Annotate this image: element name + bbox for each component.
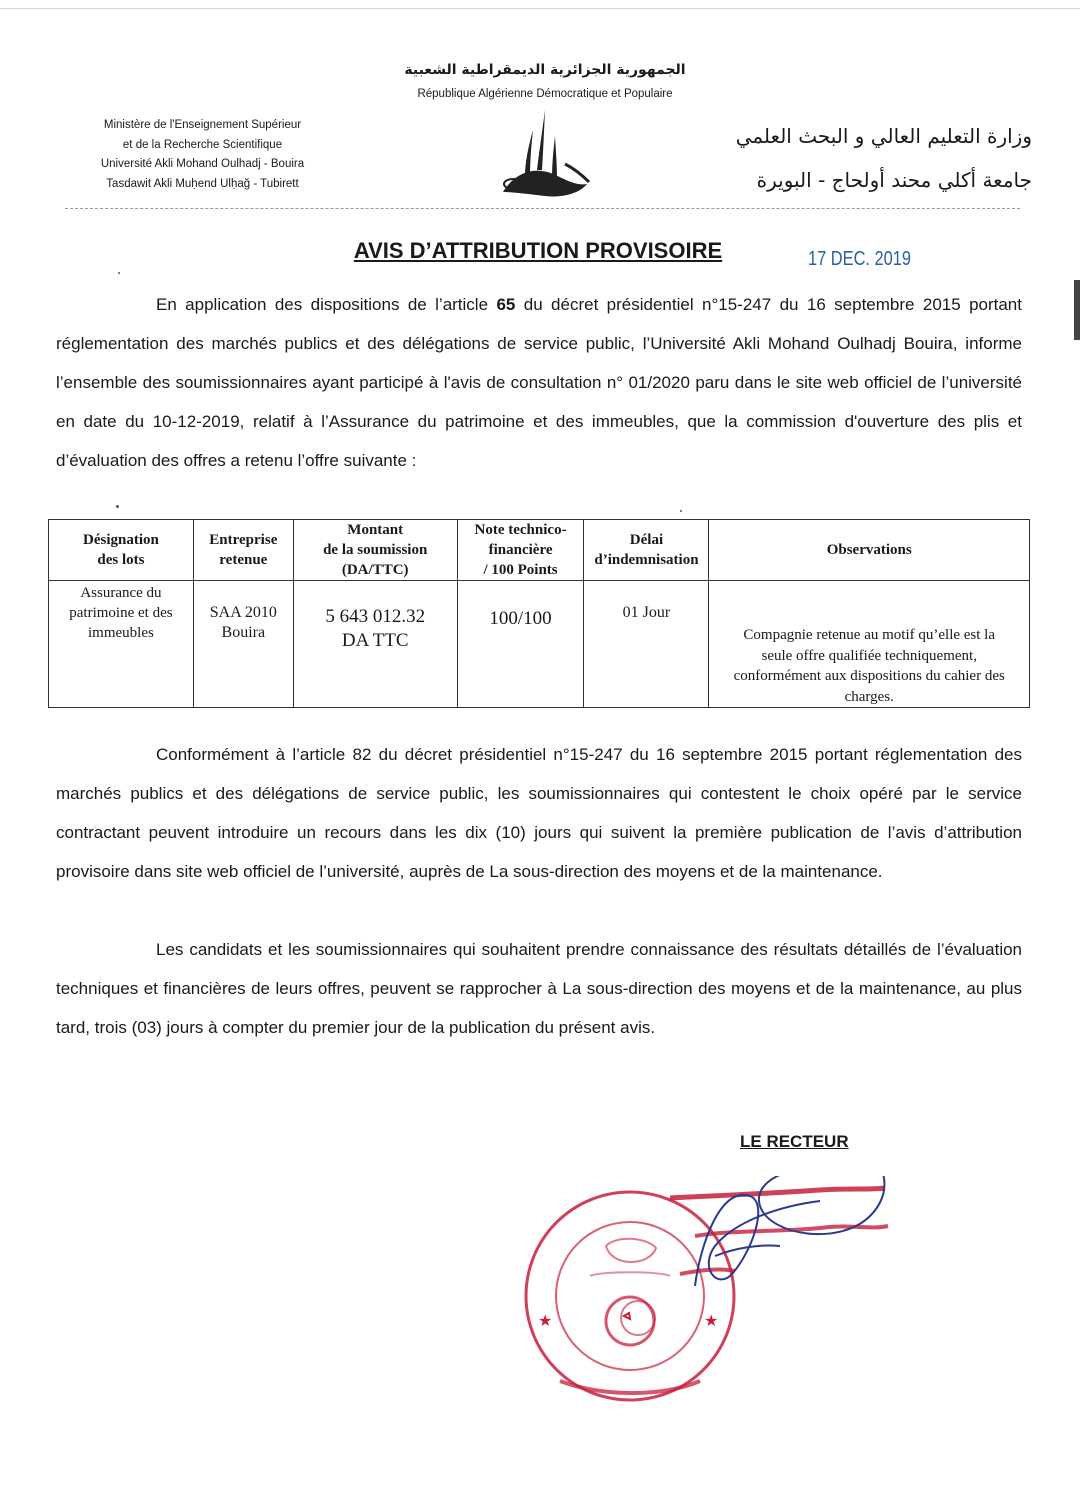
- page-top-border: [0, 8, 1080, 9]
- round-seal-icon: [526, 1192, 734, 1400]
- official-stamp-and-signature: [520, 1176, 900, 1416]
- header-observations: Observations: [709, 520, 1030, 581]
- svg-text:★: ★: [538, 1311, 553, 1330]
- paragraph-text: Les candidats et les soumissionnaires qui souhaitent prendre connaissance des résultats détaillés de l’évaluation techniques et financières de leurs offres, peuvent se rapprocher à La sous-direction des moyens et de la maintenance, au plus tard, trois (03) jours à compter du premier jour de la publication du présent avis.: [56, 940, 1022, 1037]
- arabic-ministry-block: [720, 114, 1032, 202]
- cell-note: 100/100: [457, 581, 584, 708]
- header-separator: [65, 208, 1020, 209]
- svg-text:★: ★: [704, 1311, 719, 1330]
- ministry-line: Université Akli Mohand Oulhadj - Bouira: [100, 158, 305, 170]
- article-number: 65: [496, 295, 516, 314]
- arabic-republic-heading: الجمهورية الجزائرية الديمقراطية الشعبية: [404, 62, 686, 78]
- scan-speck: [116, 505, 119, 508]
- arabic-university: جامعة أكلي محند أولحاج - البويرة: [756, 168, 1032, 192]
- university-logo: [495, 108, 595, 200]
- paragraph-text: En application des dispositions de l’article: [156, 295, 497, 314]
- header-lots: Désignation des lots: [49, 520, 194, 581]
- attribution-table: [48, 519, 1030, 708]
- ministry-line: et de la Recherche Scientifique: [122, 138, 283, 151]
- ministry-block: [55, 116, 350, 194]
- paragraph-text: du décret présidentiel n°15-247 du 16 septembre 2015 portant réglementation des marchés publics et des délégations de service public, l’Université Akli Mohand Oulhadj Bouira, informe l’ensemble des soumissionnaires ayant participé à l'avis de consultation n° 01/2020 paru dans le site web officiel de l’université en date du 10-12-2019, relatif à l’Assurance du patrimoine et des immeubles, que la commission d'ouverture des plis et d’évaluation des offres a retenu l’offre suivante :: [56, 295, 1022, 470]
- cell-observations: Compagnie retenue au motif qu’elle est la seule offre qualifiée techniquement, conformément aux dispositions du cahier des charges.: [709, 581, 1030, 708]
- paragraph-text: Conformément à l’article 82 du décret présidentiel n°15-247 du 16 septembre 2015 portant réglementation des marchés publics et des délégations de service public, les soumissionnaires qui contestent le choix opéré par le service contractant peuvent introduire un recours dans les dix (10) jours qui suivent la première publication de l’avis d’attribution provisoire dans site web officiel de l’université, auprès de La sous-direction des moyens et de la maintenance.: [56, 745, 1022, 881]
- arabic-ministry: وزارة التعليم العالي و البحث العلمي: [735, 124, 1032, 148]
- header-note: Note technico- financière / 100 Points: [457, 520, 584, 581]
- header-delai: Délai d’indemnisation: [584, 520, 709, 581]
- paragraph-resultats: [56, 930, 1022, 1047]
- header-entreprise: Entreprise retenue: [193, 520, 293, 581]
- french-republic-heading: République Algérienne Démocratique et Populaire: [417, 88, 673, 100]
- ministry-line: Ministère de l'Enseignement Supérieur: [103, 119, 302, 131]
- scan-speck: [680, 510, 682, 512]
- paragraph-application: [56, 285, 1022, 480]
- document-title: AVIS D’ATTRIBUTION PROVISOIRE: [353, 238, 723, 263]
- cell-entreprise: SAA 2010 Bouira: [193, 581, 293, 708]
- date-stamp: 17 DEC. 2019: [808, 248, 912, 270]
- cell-lots: Assurance du patrimoine et des immeubles: [49, 581, 194, 708]
- paragraph-recours: [56, 735, 1022, 891]
- ministry-line: Tasdawit Akli Muḥend Ulḥağ - Tubirett: [106, 177, 299, 190]
- header-montant: Montant de la soumission (DA/TTC): [293, 520, 457, 581]
- cell-delai: 01 Jour: [584, 581, 709, 708]
- table-header-row: [49, 520, 1030, 581]
- table-row: [49, 581, 1030, 708]
- signatory-title: LE RECTEUR: [740, 1132, 849, 1151]
- cell-montant: 5 643 012.32 DA TTC: [293, 581, 457, 708]
- scan-edge-mark: [1074, 280, 1080, 340]
- scan-speck: [118, 272, 120, 274]
